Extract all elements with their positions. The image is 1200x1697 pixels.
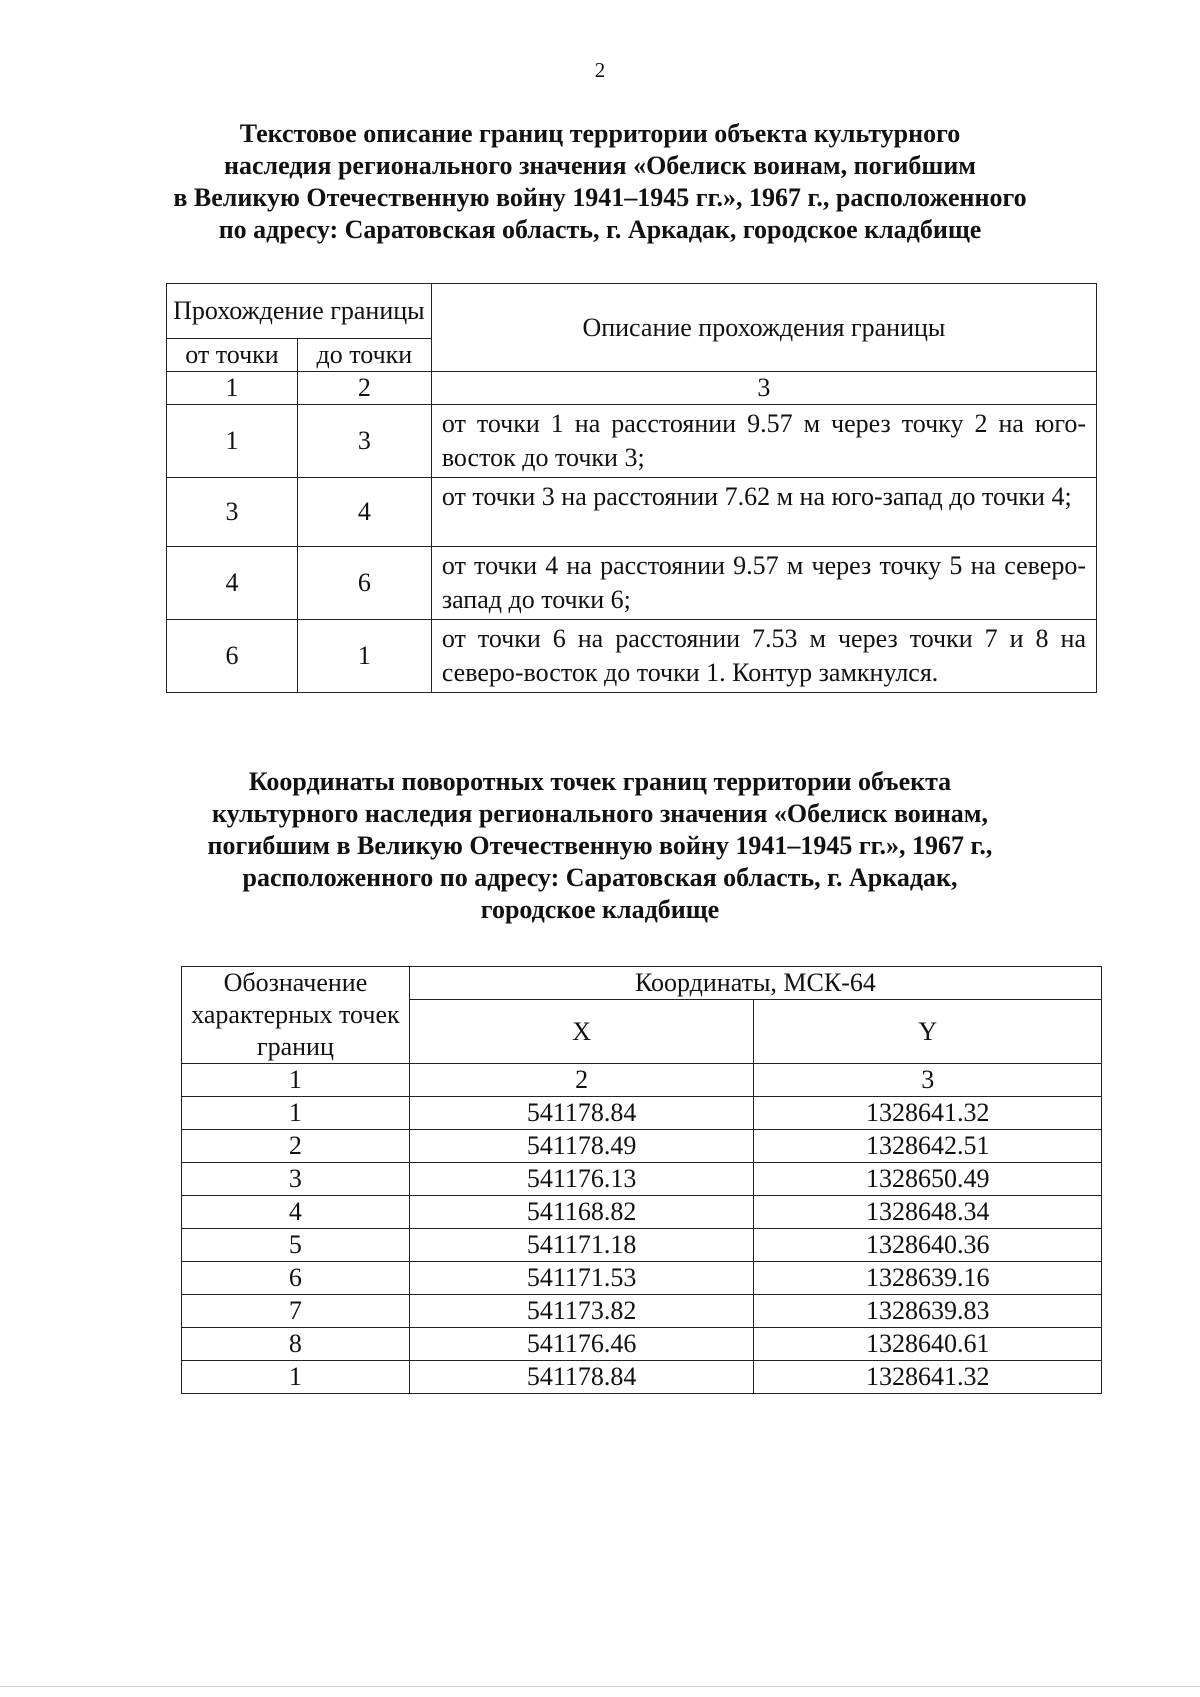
description-cell: от точки 4 на расстоянии 9.57 м через точку 5 на северо-запад до точки 6;	[431, 547, 1096, 620]
coordinates-table	[181, 966, 1102, 1394]
title-line: расположенного по адресу: Саратовская область, г. Аркадак,	[242, 863, 958, 892]
column-number: 2	[297, 372, 431, 405]
y-cell: 1328641.32	[754, 1097, 1102, 1130]
boundary-description-title	[60, 118, 1140, 246]
from-point-cell: 6	[167, 620, 298, 693]
point-cell: 1	[182, 1361, 410, 1394]
column-number: 1	[182, 1064, 410, 1097]
description-cell: от точки 3 на расстоянии 7.62 м на юго-запад до точки 4;	[431, 478, 1096, 547]
table-row	[167, 478, 1097, 547]
title-line: наследия регионального значения «Обелиск воинам, погибшим	[223, 151, 977, 180]
point-cell: 8	[182, 1328, 410, 1361]
x-cell: 541176.46	[409, 1328, 754, 1361]
header-description: Описание прохождения границы	[431, 284, 1096, 372]
x-cell: 541178.84	[409, 1097, 754, 1130]
to-point-cell: 6	[297, 547, 431, 620]
column-number-row	[167, 372, 1097, 405]
title-line: в Великую Отечественную войну 1941–1945 гг.», 1967 г., расположенного	[173, 183, 1027, 212]
title-line: погибшим в Великую Отечественную войну 1941–1945 гг.», 1967 г.,	[207, 831, 993, 860]
page-number: 2	[594, 58, 606, 82]
table-row	[182, 1229, 1102, 1262]
point-cell: 1	[182, 1097, 410, 1130]
point-cell: 5	[182, 1229, 410, 1262]
point-cell: 7	[182, 1295, 410, 1328]
column-number: 3	[431, 372, 1096, 405]
y-cell: 1328641.32	[754, 1361, 1102, 1394]
header-point-designation: Обозначение характерных точек границ	[182, 967, 410, 1064]
y-cell: 1328639.83	[754, 1295, 1102, 1328]
x-cell: 541173.82	[409, 1295, 754, 1328]
table-header-row	[167, 284, 1097, 339]
header-coordinates: Координаты, МСК-64	[409, 967, 1101, 1000]
table-row	[167, 405, 1097, 478]
table-header-row	[182, 967, 1102, 1000]
x-cell: 541171.53	[409, 1262, 754, 1295]
y-cell: 1328650.49	[754, 1163, 1102, 1196]
point-cell: 4	[182, 1196, 410, 1229]
x-cell: 541168.82	[409, 1196, 754, 1229]
title-line: городское кладбище	[480, 895, 720, 924]
header-x: X	[409, 1000, 754, 1064]
table-row	[182, 1361, 1102, 1394]
x-cell: 541176.13	[409, 1163, 754, 1196]
y-cell: 1328648.34	[754, 1196, 1102, 1229]
to-point-cell: 3	[297, 405, 431, 478]
table-row	[182, 1196, 1102, 1229]
description-cell: от точки 6 на расстоянии 7.53 м через точки 7 и 8 на северо-восток до точки 1. Контур замкнулся.	[431, 620, 1096, 693]
x-cell: 541171.18	[409, 1229, 754, 1262]
scan-edge-divider	[0, 1686, 1200, 1687]
point-cell: 3	[182, 1163, 410, 1196]
point-cell: 2	[182, 1130, 410, 1163]
from-point-cell: 1	[167, 405, 298, 478]
header-boundary-passage: Прохождение границы	[167, 284, 432, 339]
header-y: Y	[754, 1000, 1102, 1064]
table-row	[182, 1295, 1102, 1328]
to-point-cell: 4	[297, 478, 431, 547]
boundary-description-table	[166, 283, 1097, 693]
title-line: Текстовое описание границ территории объекта культурного	[239, 119, 961, 148]
y-cell: 1328640.36	[754, 1229, 1102, 1262]
table-row	[182, 1097, 1102, 1130]
y-cell: 1328639.16	[754, 1262, 1102, 1295]
y-cell: 1328642.51	[754, 1130, 1102, 1163]
x-cell: 541178.84	[409, 1361, 754, 1394]
title-line: по адресу: Саратовская область, г. Аркадак, городское кладбище	[218, 215, 982, 244]
to-point-cell: 1	[297, 620, 431, 693]
table-row	[182, 1163, 1102, 1196]
from-point-cell: 3	[167, 478, 298, 547]
header-to-point: до точки	[297, 339, 431, 372]
title-line: культурного наследия регионального значения «Обелиск воинам,	[212, 799, 988, 828]
x-cell: 541178.49	[409, 1130, 754, 1163]
table-row	[182, 1328, 1102, 1361]
description-cell: от точки 1 на расстоянии 9.57 м через точку 2 на юго-восток до точки 3;	[431, 405, 1096, 478]
table-row	[167, 620, 1097, 693]
from-point-cell: 4	[167, 547, 298, 620]
column-number-row	[182, 1064, 1102, 1097]
column-number: 3	[754, 1064, 1102, 1097]
table-row	[182, 1262, 1102, 1295]
point-cell: 6	[182, 1262, 410, 1295]
table-row	[167, 547, 1097, 620]
coordinates-title	[60, 766, 1140, 926]
y-cell: 1328640.61	[754, 1328, 1102, 1361]
table-row	[182, 1130, 1102, 1163]
column-number: 2	[409, 1064, 754, 1097]
column-number: 1	[167, 372, 298, 405]
header-from-point: от точки	[167, 339, 298, 372]
title-line: Координаты поворотных точек границ территории объекта	[248, 767, 952, 796]
